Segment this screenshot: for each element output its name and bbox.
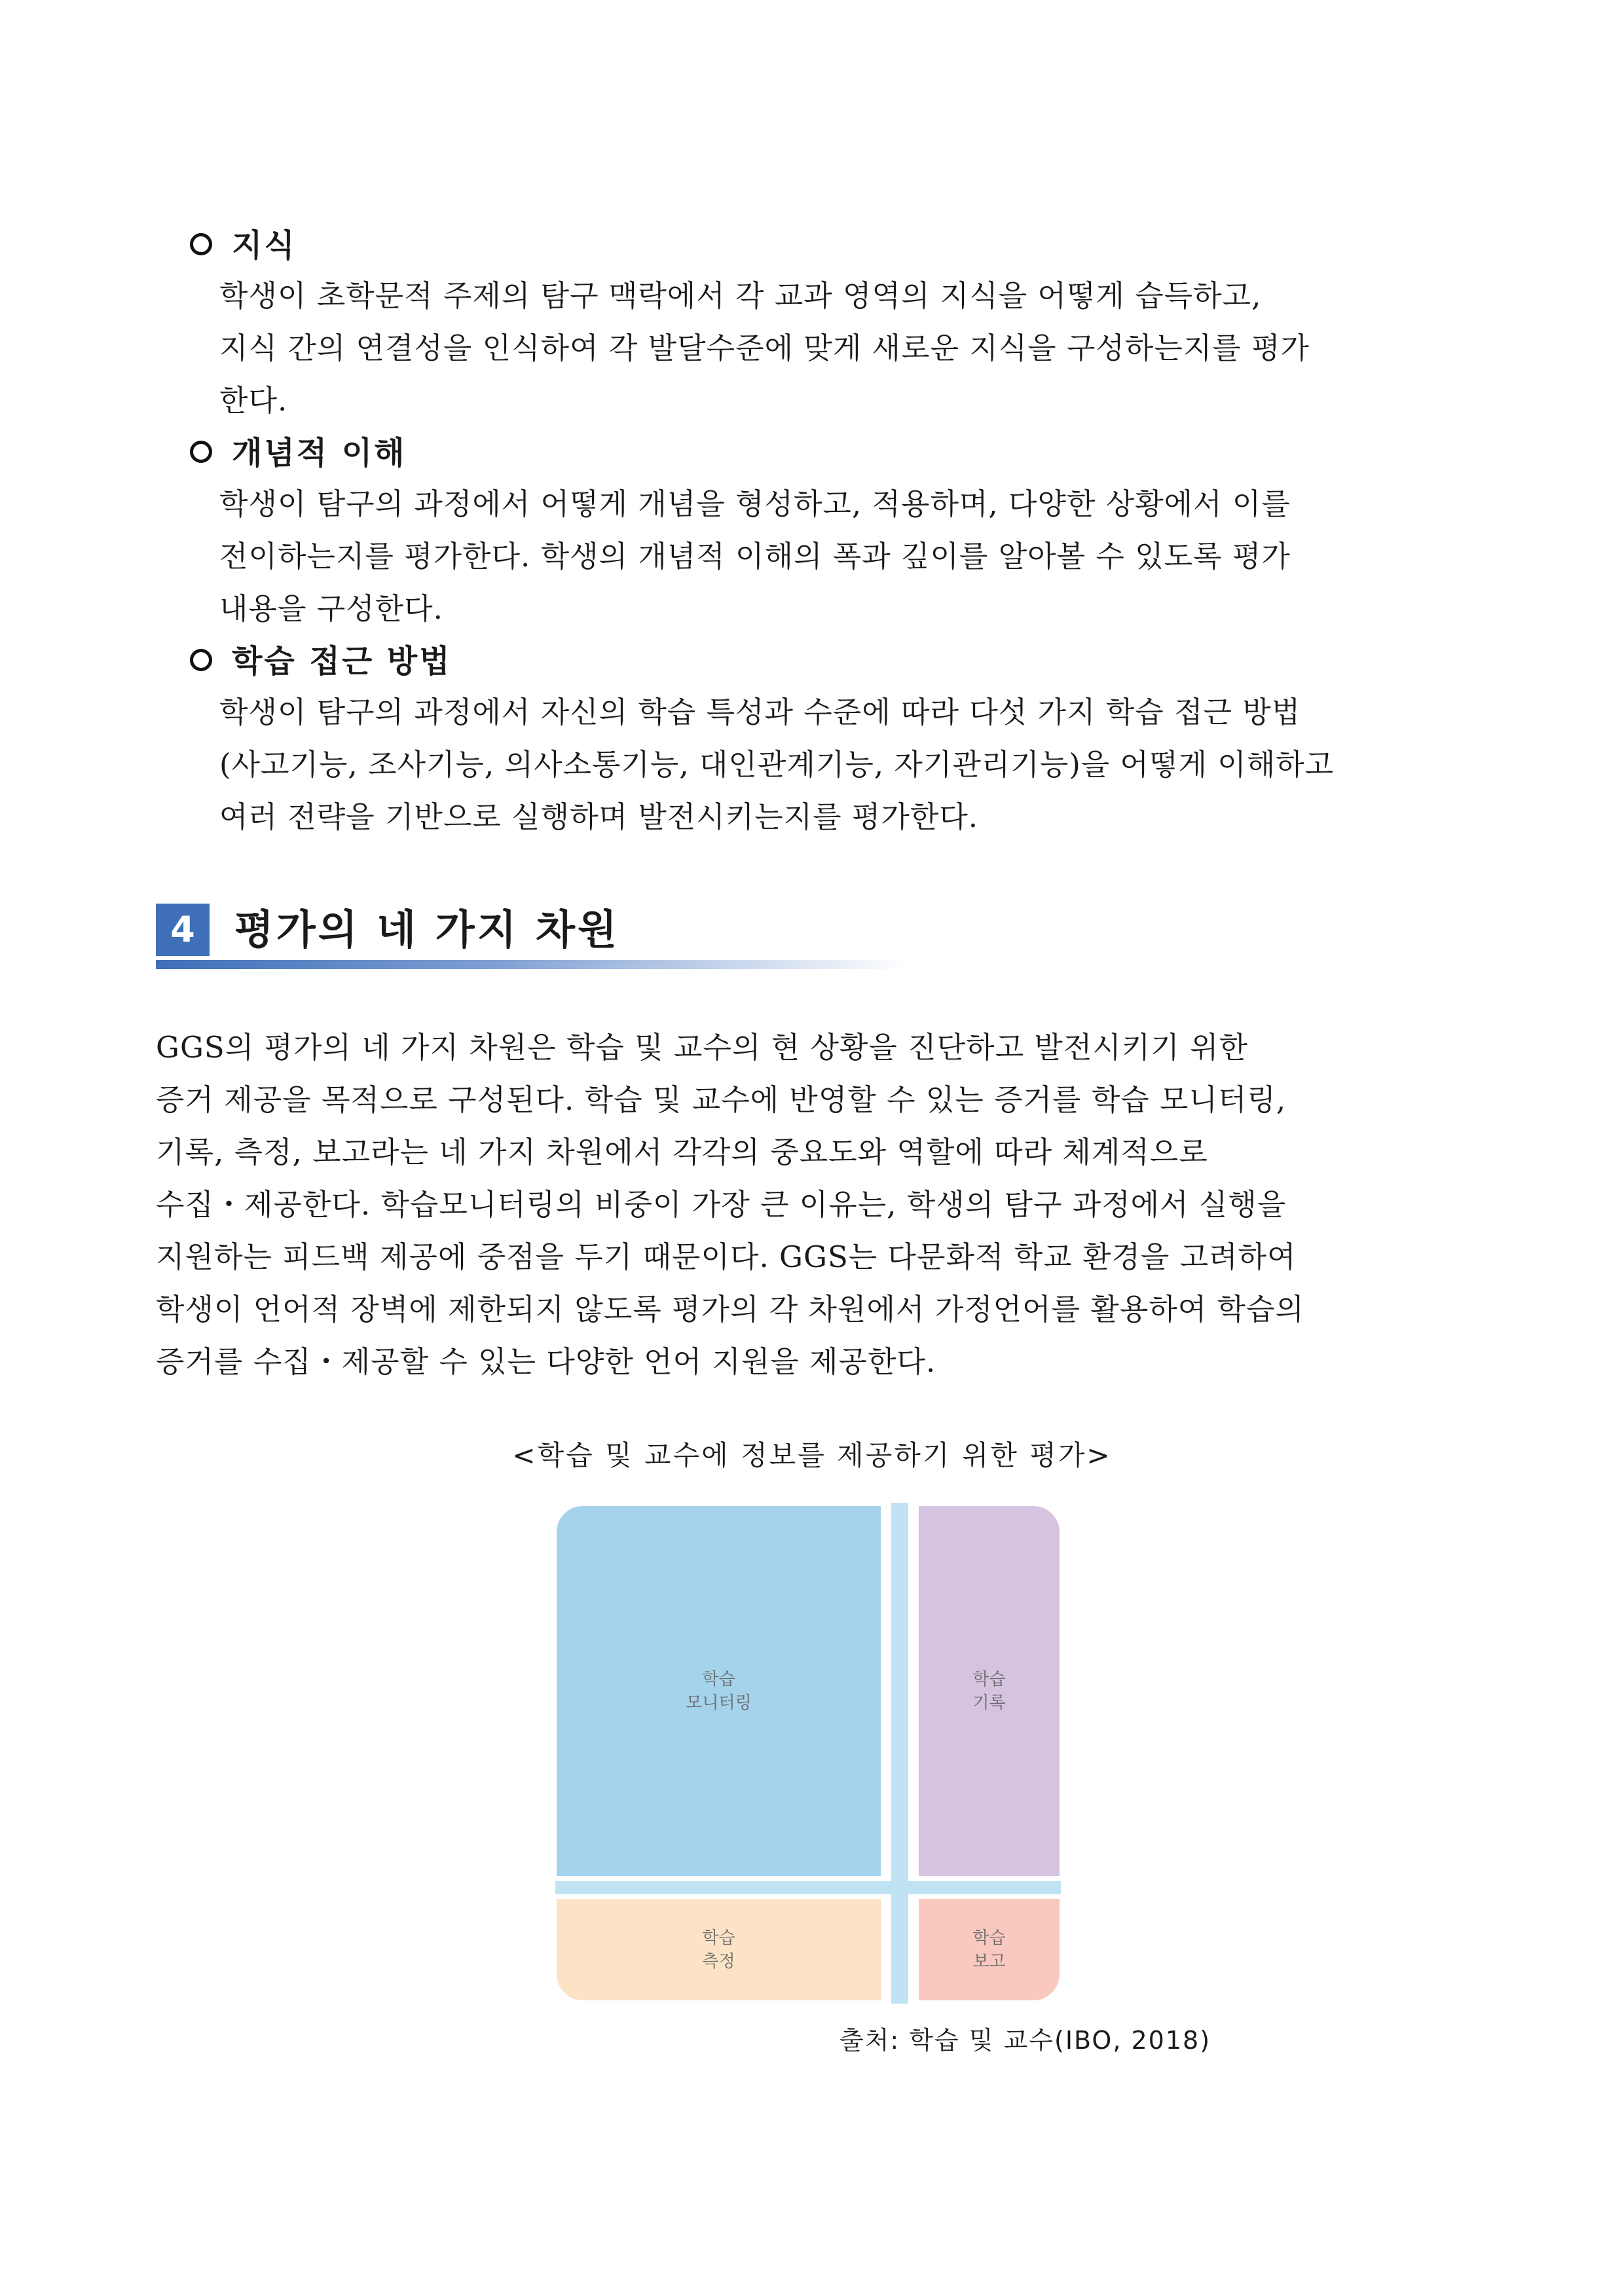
- subheading-conceptual-understanding: 개념적 이해: [190, 433, 407, 473]
- section-number-badge: 4: [156, 904, 210, 956]
- paragraph-conceptual-understanding: [219, 478, 1473, 635]
- text-line: GGS의 평가의 네 가지 차원은 학습 및 교수의 현 상황을 진단하고 발전시키기 위한: [156, 1030, 1248, 1065]
- text-line: 기록, 측정, 보고라는 네 가지 차원에서 각각의 중요도와 역할에 따라 체계적으로: [156, 1135, 1208, 1169]
- block-learning-reporting: 학습 보고: [919, 1899, 1060, 2000]
- section-body-paragraph: [156, 1021, 1473, 1388]
- paragraph-knowledge: [219, 270, 1473, 427]
- subheading-knowledge: 지식: [190, 226, 297, 265]
- text-line: 학생이 탐구의 과정에서 어떻게 개념을 형성하고, 적용하며, 다양한 상황에서 이를: [219, 487, 1291, 521]
- circle-bullet-icon: [190, 233, 212, 255]
- block-learning-recording: 학습 기록: [919, 1506, 1060, 1876]
- text-line: 학생이 탐구의 과정에서 자신의 학습 특성과 수준에 따라 다섯 가지 학습 접근 방법: [219, 695, 1301, 729]
- figure-source: 출처: 학습 및 교수(IBO, 2018): [840, 2026, 1211, 2055]
- text-line: 학생이 초학문적 주제의 탐구 맥락에서 각 교과 영역의 지식을 어떻게 습득하고,: [219, 278, 1262, 313]
- diagram-vertical-divider: [891, 1503, 908, 2004]
- text-line: 학생이 언어적 장벽에 제한되지 않도록 평가의 각 차원에서 가정언어를 활용하여 학습의: [156, 1292, 1304, 1327]
- section-title: [156, 904, 909, 963]
- text-line: (사고기능, 조사기능, 의사소통기능, 대인관계기능, 자기관리기능)을 어떻게 이해하고: [219, 747, 1335, 782]
- circle-bullet-icon: [190, 441, 212, 463]
- text-line: 한다.: [219, 383, 288, 418]
- figure-caption: <학습 및 교수에 정보를 제공하기 위한 평가>: [512, 1439, 1112, 1471]
- text-line: 지식 간의 연결성을 인식하여 각 발달수준에 맞게 새로운 지식을 구성하는지를 평가: [219, 331, 1310, 365]
- text-line: 내용을 구성한다.: [219, 591, 443, 626]
- text-line: 여러 전략을 기반으로 실행하며 발전시키는지를 평가한다.: [219, 799, 979, 834]
- block-learning-measuring: 학습 측정: [557, 1899, 881, 2000]
- text-line: 수집・제공한다. 학습모니터링의 비중이 가장 큰 이유는, 학생의 탐구 과정에서 실행을: [156, 1187, 1287, 1222]
- text-line: 증거 제공을 목적으로 구성된다. 학습 및 교수에 반영할 수 있는 증거를 학습 모니터링,: [156, 1082, 1287, 1117]
- text-line: 전이하는지를 평가한다. 학생의 개념적 이해의 폭과 깊이를 알아볼 수 있도록 평가: [219, 539, 1291, 574]
- subheading-approaches-to-learning: 학습 접근 방법: [190, 642, 452, 681]
- block-learning-monitoring: 학습 모니터링: [557, 1506, 881, 1876]
- section-underline: [156, 960, 909, 969]
- text-line: 지원하는 피드백 제공에 중점을 두기 때문이다. GGS는 다문화적 학교 환경을 고려하여: [156, 1239, 1297, 1274]
- diagram-horizontal-divider: [555, 1881, 1061, 1894]
- paragraph-approaches-to-learning: [219, 686, 1473, 843]
- circle-bullet-icon: [190, 649, 212, 671]
- section-heading: 평가의 네 가지 차원: [234, 906, 619, 953]
- text-line: 증거를 수집・제공할 수 있는 다양한 언어 지원을 제공한다.: [156, 1344, 936, 1379]
